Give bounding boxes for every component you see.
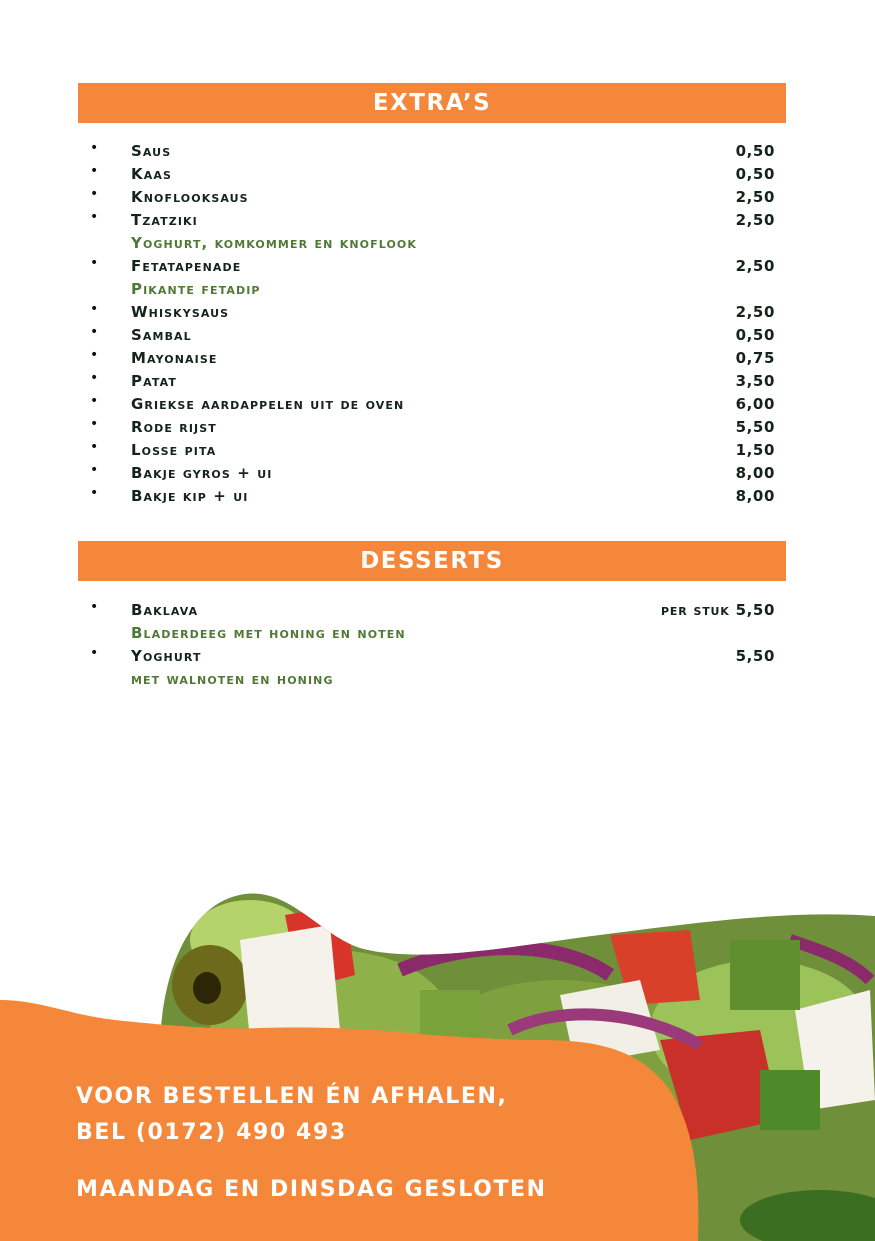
item-price [736, 326, 775, 344]
bullet-icon: • [90, 599, 99, 615]
item-price [736, 303, 775, 321]
item-price [736, 441, 775, 459]
menu-item [78, 393, 775, 416]
bullet-icon: • [90, 347, 99, 363]
extras-header [78, 83, 786, 123]
menu-item [78, 186, 775, 209]
item-name: Fetatapenade [131, 257, 242, 275]
bullet-icon: • [90, 163, 99, 179]
item-price [736, 257, 775, 275]
price-value: 5,50 [735, 418, 775, 436]
menu-item [78, 324, 775, 347]
menu-item [78, 439, 775, 462]
bullet-icon: • [90, 485, 99, 501]
item-name: Losse pita [131, 441, 217, 459]
price-value: 2,50 [735, 303, 775, 321]
menu-item [78, 255, 775, 278]
phone-text: BEL (0172) 490 493 [76, 1120, 347, 1145]
extras-title: EXTRA’S [372, 90, 492, 116]
item-name: Rode rijst [131, 418, 217, 436]
item-name: Knoflooksaus [131, 188, 249, 206]
item-price [661, 601, 775, 619]
item-price [736, 188, 775, 206]
menu-item-description-row [78, 668, 775, 691]
item-description: Pikante fetadip [131, 280, 261, 298]
closed-days-text: MAANDAG EN DINSDAG GESLOTEN [76, 1177, 547, 1202]
price-value: 6,00 [735, 395, 775, 413]
menu-item [78, 485, 775, 508]
item-price [736, 418, 775, 436]
price-value: 0,50 [735, 142, 775, 160]
price-value: 5,50 [735, 647, 775, 665]
bullet-icon: • [90, 255, 99, 271]
item-price [736, 349, 775, 367]
desserts-title: DESSERTS [360, 548, 504, 574]
item-price [736, 464, 775, 482]
menu-item [78, 416, 775, 439]
item-price [736, 372, 775, 390]
price-value: 1,50 [735, 441, 775, 459]
price-prefix: per stuk [661, 601, 730, 619]
bullet-icon: • [90, 370, 99, 386]
bullet-icon: • [90, 324, 99, 340]
item-name: Baklava [131, 601, 199, 619]
bullet-icon: • [90, 645, 99, 661]
item-name: Yoghurt [131, 647, 202, 665]
menu-item-description-row [78, 232, 775, 255]
bullet-icon: • [90, 186, 99, 202]
item-name: Mayonaise [131, 349, 218, 367]
item-description: met walnoten en honing [131, 670, 334, 688]
item-name: Bakje kip + ui [131, 487, 249, 505]
item-price [736, 165, 775, 183]
item-description: Yoghurt, komkommer en knoflook [131, 234, 417, 252]
extras-list [78, 140, 775, 508]
item-name: Kaas [131, 165, 172, 183]
menu-item [78, 599, 775, 622]
price-value: 8,00 [735, 464, 775, 482]
price-value: 0,75 [735, 349, 775, 367]
order-text: VOOR BESTELLEN ÉN AFHALEN, [76, 1084, 508, 1109]
price-value: 2,50 [735, 211, 775, 229]
bullet-icon: • [90, 439, 99, 455]
price-value: 8,00 [735, 487, 775, 505]
price-value: 5,50 [735, 601, 775, 619]
menu-item [78, 140, 775, 163]
bullet-icon: • [90, 209, 99, 225]
item-name: Bakje gyros + ui [131, 464, 273, 482]
bullet-icon: • [90, 416, 99, 432]
item-price [736, 142, 775, 160]
menu-item-description-row [78, 622, 775, 645]
menu-item [78, 645, 775, 668]
bullet-icon: • [90, 393, 99, 409]
menu-item [78, 163, 775, 186]
menu-item [78, 370, 775, 393]
item-price [736, 487, 775, 505]
item-name: Sambal [131, 326, 192, 344]
price-value: 3,50 [735, 372, 775, 390]
item-name: Patat [131, 372, 177, 390]
price-value: 2,50 [735, 188, 775, 206]
item-price [736, 395, 775, 413]
item-name: Tzatziki [131, 211, 198, 229]
item-price [736, 647, 775, 665]
bullet-icon: • [90, 462, 99, 478]
menu-item [78, 347, 775, 370]
item-price [736, 211, 775, 229]
item-name: Whiskysaus [131, 303, 230, 321]
menu-item [78, 462, 775, 485]
bullet-icon: • [90, 301, 99, 317]
item-name: Griekse aardappelen uit de oven [131, 395, 405, 413]
desserts-header [78, 541, 786, 581]
item-description: Bladerdeeg met honing en noten [131, 624, 406, 642]
bullet-icon: • [90, 140, 99, 156]
item-name: Saus [131, 142, 172, 160]
menu-item [78, 301, 775, 324]
menu-item-description-row [78, 278, 775, 301]
desserts-list [78, 599, 775, 691]
price-value: 0,50 [735, 326, 775, 344]
menu-item [78, 209, 775, 232]
price-value: 0,50 [735, 165, 775, 183]
price-value: 2,50 [735, 257, 775, 275]
